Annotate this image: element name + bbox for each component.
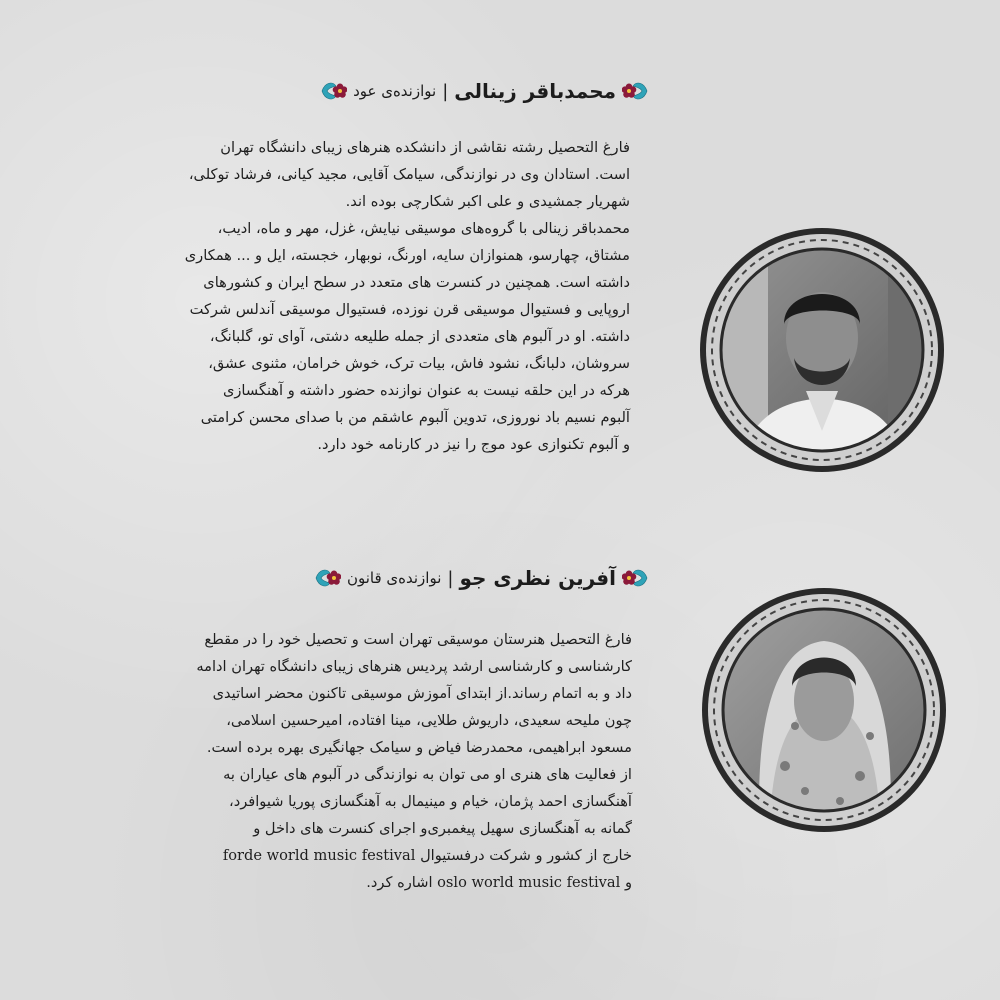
festival-name: oslo world music festival <box>437 874 621 891</box>
bio-line: داشته. او در آلبوم های متعددی از جمله طلیعه دشتی، آوای تو، گلبانگ، <box>209 328 630 345</box>
bio-line: از فعالیت های هنری او می توان به نوازندگی در آلبوم های عیاران به <box>223 766 632 783</box>
flower-ornament-icon <box>622 78 662 104</box>
festival-name: forde world music festival <box>222 847 416 864</box>
bio-line-text: خارج از کشور و شرکت درفستیوال <box>420 847 632 864</box>
header-separator: | <box>442 80 449 102</box>
musician1-portrait <box>698 226 946 474</box>
bio-line: کارشناسی و کارشناسی ارشد پردیس هنرهای زیبای دانشگاه تهران ادامه <box>196 658 632 675</box>
musician1-role: نوازنده‌ی عود <box>353 82 437 100</box>
bio-line: گمانه به آهنگسازی سهیل پیغمبری‌و اجرای کنسرت های داخل و <box>253 820 632 837</box>
flower-ornament-icon <box>622 565 662 591</box>
bio-line-text: اشاره کرد. <box>366 874 433 891</box>
bio-line <box>66 842 632 869</box>
bio-line: و آلبوم تکنوازی عود موج را نیز در کارنامه خود دارد. <box>317 436 630 453</box>
bio-line-text: و <box>624 874 632 891</box>
musician1-name: محمدباقر زینالی <box>454 79 616 103</box>
bio-line: هرکه در این حلقه نیست به عنوان نوازنده حضور داشته و آهنگسازی <box>222 382 630 399</box>
musician1-bio <box>78 134 630 458</box>
bio-line: مسعود ابراهیمی، محمدرضا فیاض و سیامک جهانگیری بهره برده است. <box>206 739 632 756</box>
musician2-bio <box>66 626 632 896</box>
musician2-portrait <box>700 586 948 834</box>
bio-line: فارغ التحصیل رشته نقاشی از دانشکده هنرهای زیبای دانشگاه تهران <box>220 139 630 156</box>
bio-line: فارغ التحصیل هنرستان موسیقی تهران است و تحصیل خود را در مقطع <box>204 631 632 648</box>
bio-line: داشته است. همچنین در کنسرت های متعدد در سطح ایران و کشورهای <box>203 274 630 291</box>
bio-line <box>66 869 632 896</box>
bio-line: چون ملیحه سعیدی، داریوش طلایی، مینا افتاده، امیرحسین اسلامی، <box>226 712 632 729</box>
musician2-header <box>301 565 662 591</box>
bio-line: آلبوم نسیم باد نوروزی، تدوین آلبوم عاشقم من با صدای محسن کرامتی <box>200 409 630 426</box>
musician1-header <box>307 78 662 104</box>
bio-line: مشتاق، چهارسو، همنوازان سایه، اورنگ، نوبهار، خجسته، ایل و ... همکاری <box>184 247 630 264</box>
header-separator: | <box>447 567 454 589</box>
bio-line: محمدباقر زینالی با گروه‌های موسیقی نیایش، غزل، مهر و ماه، ادیب، <box>217 220 630 237</box>
musician2-name: آفرین نظری جو <box>459 566 616 590</box>
bio-line: اروپایی و فستیوال موسیقی قرن نوزده، فستیوال موسیقی آندلس شرکت <box>189 301 630 318</box>
flower-ornament-icon <box>307 78 347 104</box>
bio-line: است. استادان وی در نوازندگی، سیامک آقایی، مجید کیانی، فرشاد توکلی، <box>188 166 630 183</box>
bio-line: شهریار جمشیدی و علی اکبر شکارچی بوده اند. <box>345 193 630 210</box>
bio-line: داد و به اتمام رساند.از ابتدای آموزش موسیقی تاکنون محضر اساتیدی <box>212 685 632 702</box>
bio-line: سروشان، دلبانگ، نشود فاش، بیات ترک، خوش خرامان، مثنوی عشق، <box>208 355 630 372</box>
bio-line: آهنگسازی احمد پژمان، خیام و مینیمال به آهنگسازی پوریا شیوافرد، <box>228 793 632 810</box>
flower-ornament-icon <box>301 565 341 591</box>
musician2-role: نوازنده‌ی قانون <box>346 569 442 587</box>
